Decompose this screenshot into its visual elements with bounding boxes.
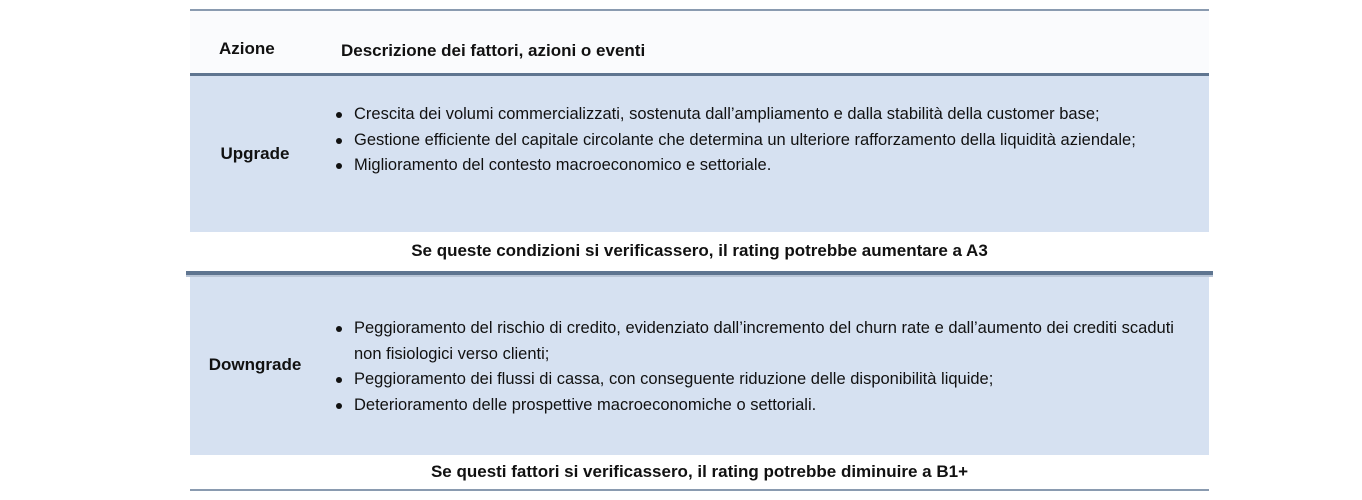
list-item: Peggioramento dei flussi di cassa, con conseguente riduzione delle disponibilità liquide; <box>331 367 1201 393</box>
table-header <box>190 11 1209 74</box>
bullet-icon <box>336 326 342 332</box>
list-item: Deterioramento delle prospettive macroeconomiche o settoriali. <box>331 393 1201 419</box>
downgrade-label: Downgrade <box>208 355 302 374</box>
downgrade-row <box>190 277 1209 455</box>
header-action: Azione <box>219 39 275 58</box>
bullet-icon <box>336 163 342 169</box>
list-item: Miglioramento del contesto macroeconomico e settoriale. <box>331 153 1201 179</box>
header-description: Descrizione dei fattori, azioni o eventi <box>341 41 646 60</box>
list-item: Peggioramento del rischio di credito, evidenziato dall’incremento del churn rate e dall’aumento dei crediti scaduti non fisiologici verso clienti; <box>331 316 1201 367</box>
upgrade-conclusion: Se queste condizioni si verificassero, il rating potrebbe aumentare a A3 <box>190 232 1209 272</box>
table-bottom-rule <box>190 489 1209 491</box>
upgrade-label: Upgrade <box>220 144 290 163</box>
upgrade-bullet-list <box>331 102 1201 179</box>
bullet-icon <box>336 377 342 383</box>
bullet-icon <box>336 112 342 118</box>
downgrade-conclusion: Se questi fattori si verificassero, il rating potrebbe diminuire a B1+ <box>190 455 1209 489</box>
upgrade-row <box>190 76 1209 232</box>
bullet-icon <box>336 138 342 144</box>
downgrade-bullet-list <box>331 316 1201 418</box>
bullet-icon <box>336 403 342 409</box>
list-item: Gestione efficiente del capitale circolante che determina un ulteriore rafforzamento della liquidità aziendale; <box>331 128 1201 154</box>
list-item: Crescita dei volumi commercializzati, sostenuta dall’ampliamento e dalla stabilità della customer base; <box>331 102 1201 128</box>
